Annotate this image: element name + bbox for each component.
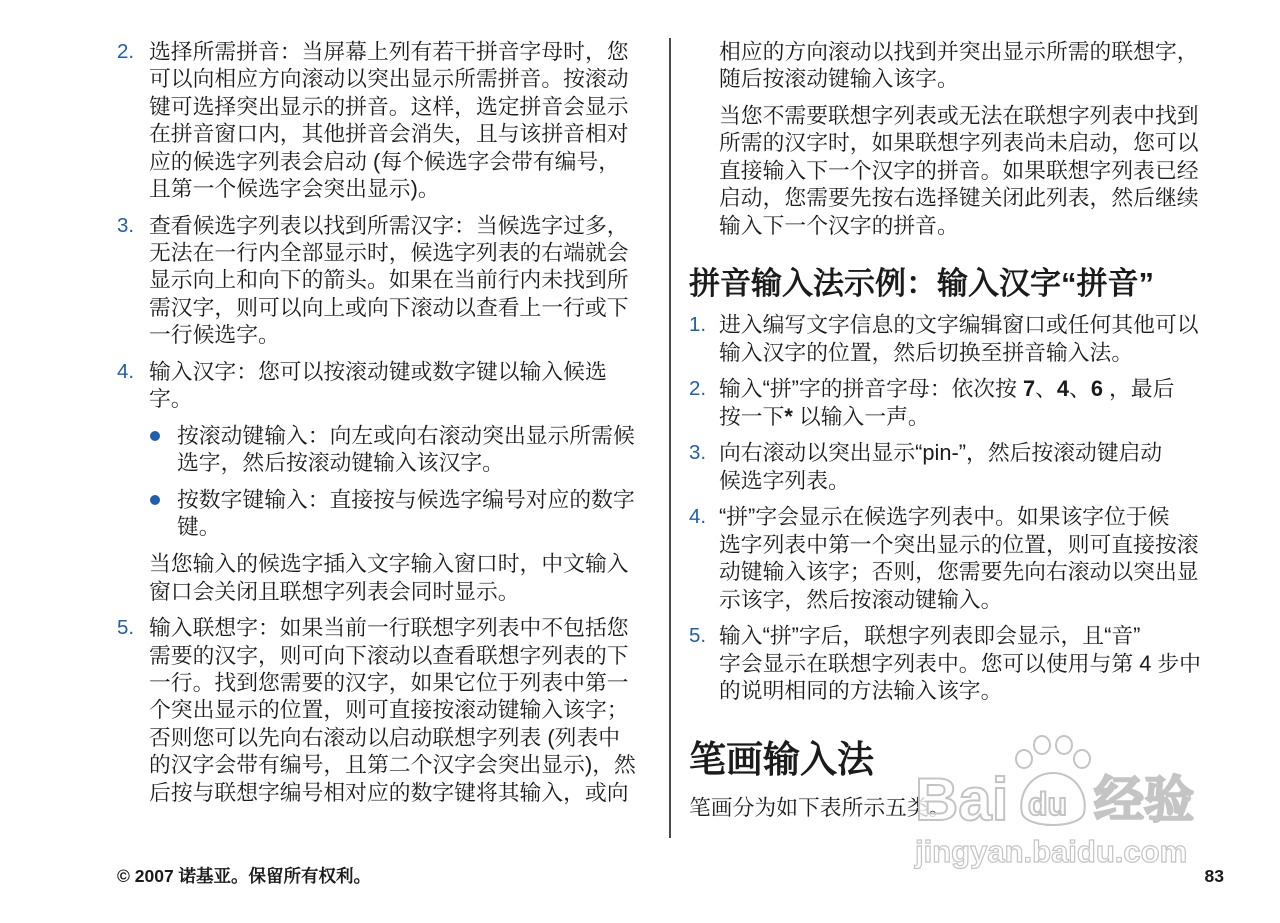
column-divider (669, 38, 671, 838)
text-line: 笔画分为如下表所示五类。 (689, 795, 951, 821)
text-body (149, 358, 662, 413)
text-body (719, 622, 1249, 704)
step-number: 3. (689, 441, 707, 465)
copyright-notice: © 2007 诺基亚。保留所有权利。 (117, 866, 372, 886)
text-line: 向右滚动以突出显示“pin-”，然后按滚动键启动 (719, 440, 1163, 466)
numbered-step (689, 375, 1249, 430)
text-segment: 以输入一声。 (792, 403, 930, 429)
paragraph (719, 102, 1249, 239)
text-line: 否则您可以先向右滚动以启动联想字列表 (列表中 (149, 724, 621, 750)
text-line: 候选字列表。 (719, 467, 850, 493)
watermark-logo (900, 725, 1220, 875)
text-line: 一行。找到您需要的汉字，如果它位于列表中第一 (149, 669, 629, 695)
watermark-brand (914, 736, 1194, 869)
text-line (719, 375, 1249, 402)
text-line: 按数字键输入：直接按与候选字编号对应的数字 (177, 487, 635, 513)
step-number: 5. (689, 624, 707, 648)
text-line: 输入联想字：如果当前一行联想字列表中不包括您 (149, 615, 629, 641)
text-line: 随后按滚动键输入该字。 (719, 66, 959, 92)
text-line: 需要的汉字，则可向下滚动以查看联想字列表的下 (149, 642, 629, 668)
text-line: 字会显示在联想字列表中。您可以使用与第 4 步中 (719, 650, 1201, 676)
text-line (719, 403, 1249, 430)
text-line: 所需的汉字时，如果联想字列表尚未启动，您可以 (719, 130, 1199, 156)
text-segment: 输入“拼”字的拼音字母：依次按 (719, 376, 1023, 402)
text-line: 后按与联想字编号相对应的数字键将其输入，或向 (149, 779, 629, 805)
text-body (719, 375, 1249, 430)
text-line: 键。 (177, 514, 221, 540)
bullet-icon (150, 431, 160, 441)
text-line: 直接输入下一个汉字的拼音。如果联想字列表已经 (719, 157, 1199, 183)
watermark-brand-left: Bai (915, 766, 1009, 833)
text-line: 个突出显示的位置，则可直接按滚动键输入该字； (149, 697, 629, 723)
text-line: 相应的方向滚动以找到并突出显示所需的联想字， (719, 39, 1199, 64)
text-body (719, 311, 1249, 366)
numbered-step (689, 503, 1249, 613)
step-number: 2. (117, 40, 135, 63)
bullet-item (117, 422, 662, 477)
watermark-brand-right: du (1028, 786, 1068, 822)
right-column (689, 38, 1249, 822)
paragraph (719, 38, 1249, 93)
text-body (149, 212, 662, 349)
numbered-step (689, 439, 1249, 494)
text-line: 输入下一个汉字的拼音。 (719, 212, 959, 238)
step-number: 1. (689, 313, 707, 337)
text-line: 选字列表中第一个突出显示的位置，则可直接按滚 (719, 531, 1199, 557)
text-line: 输入“拼”字后，联想字列表即会显示，且“音” (719, 623, 1141, 649)
text-line: 应的候选字列表会启动 (每个候选字会带有编号， (149, 148, 621, 174)
text-line: 需汉字，则可以向上或向下滚动以查看上一行或下 (149, 294, 629, 320)
key-label: 7 (1022, 376, 1036, 402)
text-line: 选择所需拼音：当屏幕上列有若干拼音字母时，您 (149, 39, 629, 64)
text-line: 示该字，然后按滚动键输入。 (719, 586, 1003, 612)
text-line: 查看候选字列表以找到所需汉字：当候选字过多， (149, 212, 629, 238)
text-segment: 、 (1069, 376, 1091, 402)
text-body (719, 102, 1249, 239)
bullet-icon (150, 495, 160, 505)
text-line: 当您不需要联想字列表或无法在联想字列表中找到 (719, 103, 1199, 129)
watermark-url: jingyan.baidu.com (915, 834, 1188, 869)
numbered-step (117, 212, 662, 349)
left-column (117, 38, 662, 806)
numbered-step (689, 622, 1249, 704)
section-title: 笔画输入法 (689, 739, 874, 781)
key-label: * (784, 403, 793, 429)
numbered-step (117, 614, 662, 806)
text-line: 按滚动键输入：向左或向右滚动突出显示所需候 (177, 422, 635, 448)
text-line: 进入编写文字信息的文字编辑窗口或任何其他可以 (719, 312, 1199, 338)
text-body (719, 503, 1249, 613)
text-line: 当您输入的候选字插入文字输入窗口时，中文输入 (149, 551, 629, 577)
text-segment: 、 (1035, 376, 1057, 402)
text-body (719, 38, 1249, 93)
text-line: 的说明相同的方法输入该字。 (719, 678, 1003, 704)
text-body (177, 422, 662, 477)
text-segment: 按一下 (719, 403, 785, 429)
watermark-brand-cn: 经验 (1094, 772, 1194, 828)
text-line: 输入汉字的位置，然后切换至拼音输入法。 (719, 339, 1134, 365)
text-line: 启动，您需要先按右选择键关闭此列表，然后继续 (719, 185, 1199, 211)
key-label: 6 (1090, 376, 1103, 402)
text-line: 的汉字会带有编号，且第二个汉字会突出显示)，然 (149, 752, 636, 778)
text-body (719, 439, 1249, 494)
text-line: 动键输入该字；否则，您需要先向右滚动以突出显 (719, 559, 1199, 585)
text-line: “拼”字会显示在候选字列表中。如果该字位于候 (719, 504, 1170, 530)
step-number: 3. (117, 213, 135, 237)
text-body (149, 614, 662, 806)
subsection-title: 拼音输入法示例：输入汉字“拼音” (689, 266, 1154, 302)
key-label: 4 (1056, 376, 1069, 402)
step-number: 4. (689, 505, 707, 529)
text-body (149, 38, 662, 202)
text-line: 键可选择突出显示的拼音。这样，选定拼音会显示 (149, 93, 629, 119)
text-body (149, 550, 662, 605)
text-line: 在拼音窗口内，其他拼音会消失，且与该拼音相对 (149, 121, 629, 147)
numbered-step (117, 38, 662, 202)
paragraph (149, 550, 662, 605)
step-number: 2. (689, 377, 707, 401)
text-line: 选字，然后按滚动键输入该汉字。 (177, 450, 504, 476)
bullet-item (117, 486, 662, 541)
numbered-step (689, 311, 1249, 366)
text-line: 字。 (149, 386, 193, 412)
text-line: 窗口会关闭且联想字列表会同时显示。 (149, 578, 520, 604)
step-number: 5. (117, 616, 135, 640)
page-number: 83 (1204, 866, 1224, 886)
step-number: 4. (117, 359, 135, 383)
text-line: 一行候选字。 (149, 322, 280, 348)
text-body (177, 486, 662, 541)
numbered-step (117, 358, 662, 413)
text-line: 无法在一行内全部显示时，候选字列表的右端就会 (149, 240, 629, 266)
text-segment: ，最后 (1102, 376, 1175, 402)
text-line: 可以向相应方向滚动以突出显示所需拼音。按滚动 (149, 66, 629, 92)
text-line: 输入汉字：您可以按滚动键或数字键以输入候选 (149, 358, 607, 384)
text-line: 显示向上和向下的箭头。如果在当前行内未找到所 (149, 267, 629, 293)
text-line: 且第一个候选字会突出显示)。 (149, 175, 440, 201)
